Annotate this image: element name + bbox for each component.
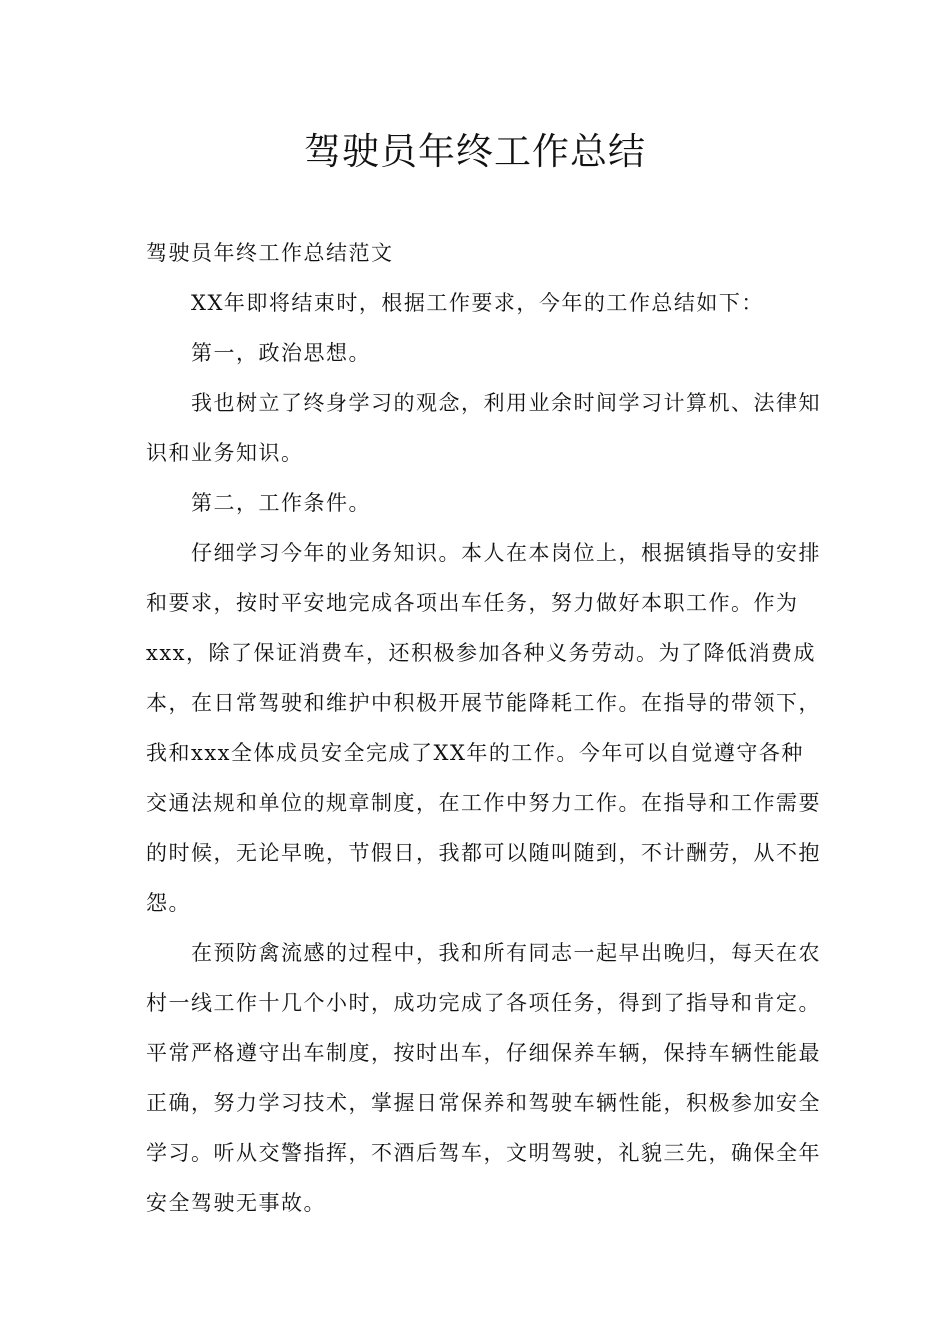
paragraph-learning: 我也树立了终身学习的观念，利用业余时间学习计算机、法律知识和业务知识。 <box>146 391 821 465</box>
paragraph-bird-flu: 在预防禽流感的过程中，我和所有同志一起早出晚归，每天在农村一线工作十几个小时，成功完成了各项任务，得到了指导和肯定。平常严格遵守出车制度，按时出车，仔细保养车辆，保持车辆性能最正确，努力学习技术，掌握日常保养和驾驶车辆性能，积极参加安全学习。听从交警指挥，不酒后驾车，文明驾驶，礼貌三先，确保全年安全驾驶无事故。 <box>146 941 821 1215</box>
section-heading-work: 第二，工作条件。 <box>191 491 371 515</box>
document-subtitle: 驾驶员年终工作总结范文 <box>146 241 394 265</box>
paragraph-intro: XX年即将结束时，根据工作要求，今年的工作总结如下： <box>191 291 764 315</box>
section-heading-politics: 第一，政治思想。 <box>191 341 371 365</box>
paragraph-work-duties: 仔细学习今年的业务知识。本人在本岗位上，根据镇指导的安排和要求，按时平安地完成各项出车任务，努力做好本职工作。作为xxx，除了保证消费车，还积极参加各种义务劳动。为了降低消费成本，在日常驾驶和维护中积极开展节能降耗工作。在指导的带领下，我和xxx全体成员安全完成了XX年的工作。今年可以自觉遵守各种交通法规和单位的规章制度，在工作中努力工作。在指导和工作需要的时候，无论早晚，节假日，我都可以随叫随到，不计酬劳，从不抱怨。 <box>146 541 821 915</box>
document-title: 驾驶员年终工作总结 <box>304 130 646 173</box>
document-body <box>146 228 822 1228</box>
